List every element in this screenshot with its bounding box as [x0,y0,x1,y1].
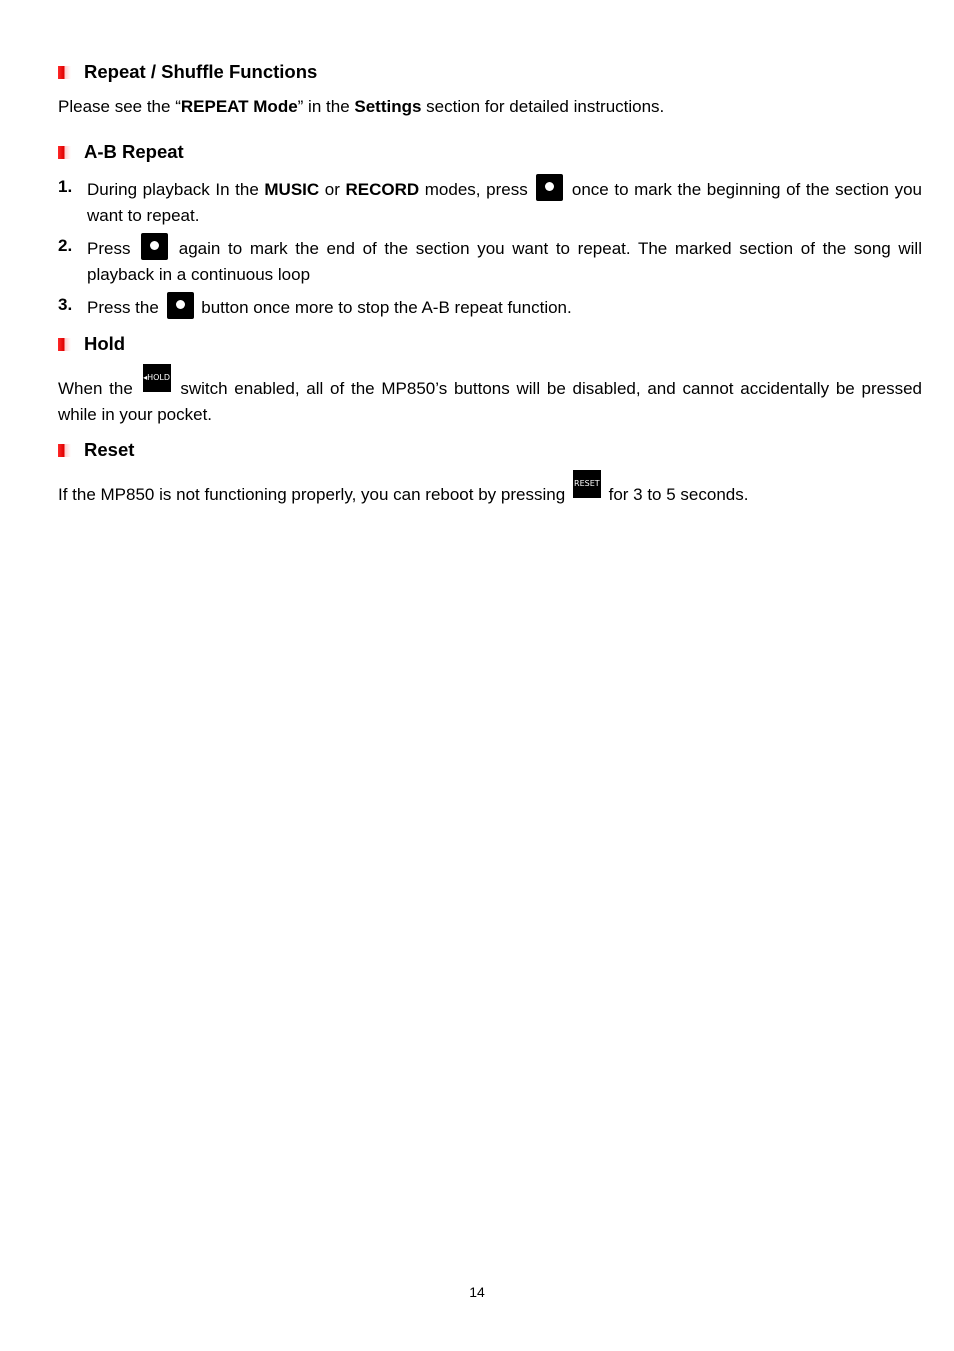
section-paragraph [58,470,922,508]
list-item [58,233,922,288]
dot-icon [150,241,159,250]
hold-switch-icon: ◂HOLD [143,364,171,392]
section-heading [58,60,922,84]
step-number: 1. [58,177,73,196]
section-ab-repeat [58,140,922,321]
section-heading [58,140,922,164]
text-run: again to mark the end of the section you want to repeat. The marked section of the song will playback in a continuous loop [87,239,922,284]
section-heading [58,332,922,356]
red-square-bullet-icon [58,146,71,159]
ab-repeat-steps [58,174,922,321]
text-run: or [319,180,346,199]
record-dot-button-icon [167,292,194,319]
text-run: When the [58,379,140,398]
text-run: During playback In the [87,180,265,199]
text-run: modes, press [419,180,534,199]
text-run: section for detailed instructions. [421,97,665,116]
text-run: button once more to stop the A-B repeat function. [196,298,572,317]
section-paragraph [58,364,922,428]
text-run: switch enabled, all of the MP850’s buttons will be disabled, and cannot accidentally be pressed while in your pocket. [58,379,922,424]
bold-run: MUSIC [264,180,320,199]
text-run: Please see the “ [58,97,181,116]
heading-text: Repeat / Shuffle Functions [84,61,318,82]
text-run: ” in the [297,97,355,116]
record-dot-button-icon [536,174,563,201]
step-number: 3. [58,295,73,314]
section-reset [58,438,922,508]
heading-text: Reset [84,439,135,460]
dot-icon [545,182,554,191]
text-run: once to mark the beginning of the section you want to repeat. [87,180,922,225]
record-dot-button-icon [141,233,168,260]
reset-button-icon: RESET [573,470,601,498]
text-run: Press the [87,298,164,317]
step-number: 2. [58,236,73,255]
page-number: 14 [469,1284,485,1300]
text-run: If the MP850 is not functioning properly, you can reboot by pressing [58,485,570,504]
text-run: for 3 to 5 seconds. [603,485,749,504]
dot-icon [176,300,185,309]
red-square-bullet-icon [58,338,71,351]
heading-text: Hold [84,333,126,354]
bold-run: RECORD [345,180,420,199]
heading-text: A-B Repeat [84,141,184,162]
red-square-bullet-icon [58,66,71,79]
list-item [58,174,922,229]
section-repeat-shuffle [58,60,922,120]
list-item [58,292,922,321]
section-heading [58,438,922,462]
bold-run: REPEAT Mode [180,97,298,116]
section-paragraph [58,94,922,120]
bold-run: Settings [354,97,422,116]
text-run: Press [87,239,139,258]
red-square-bullet-icon [58,444,71,457]
section-hold [58,332,922,428]
